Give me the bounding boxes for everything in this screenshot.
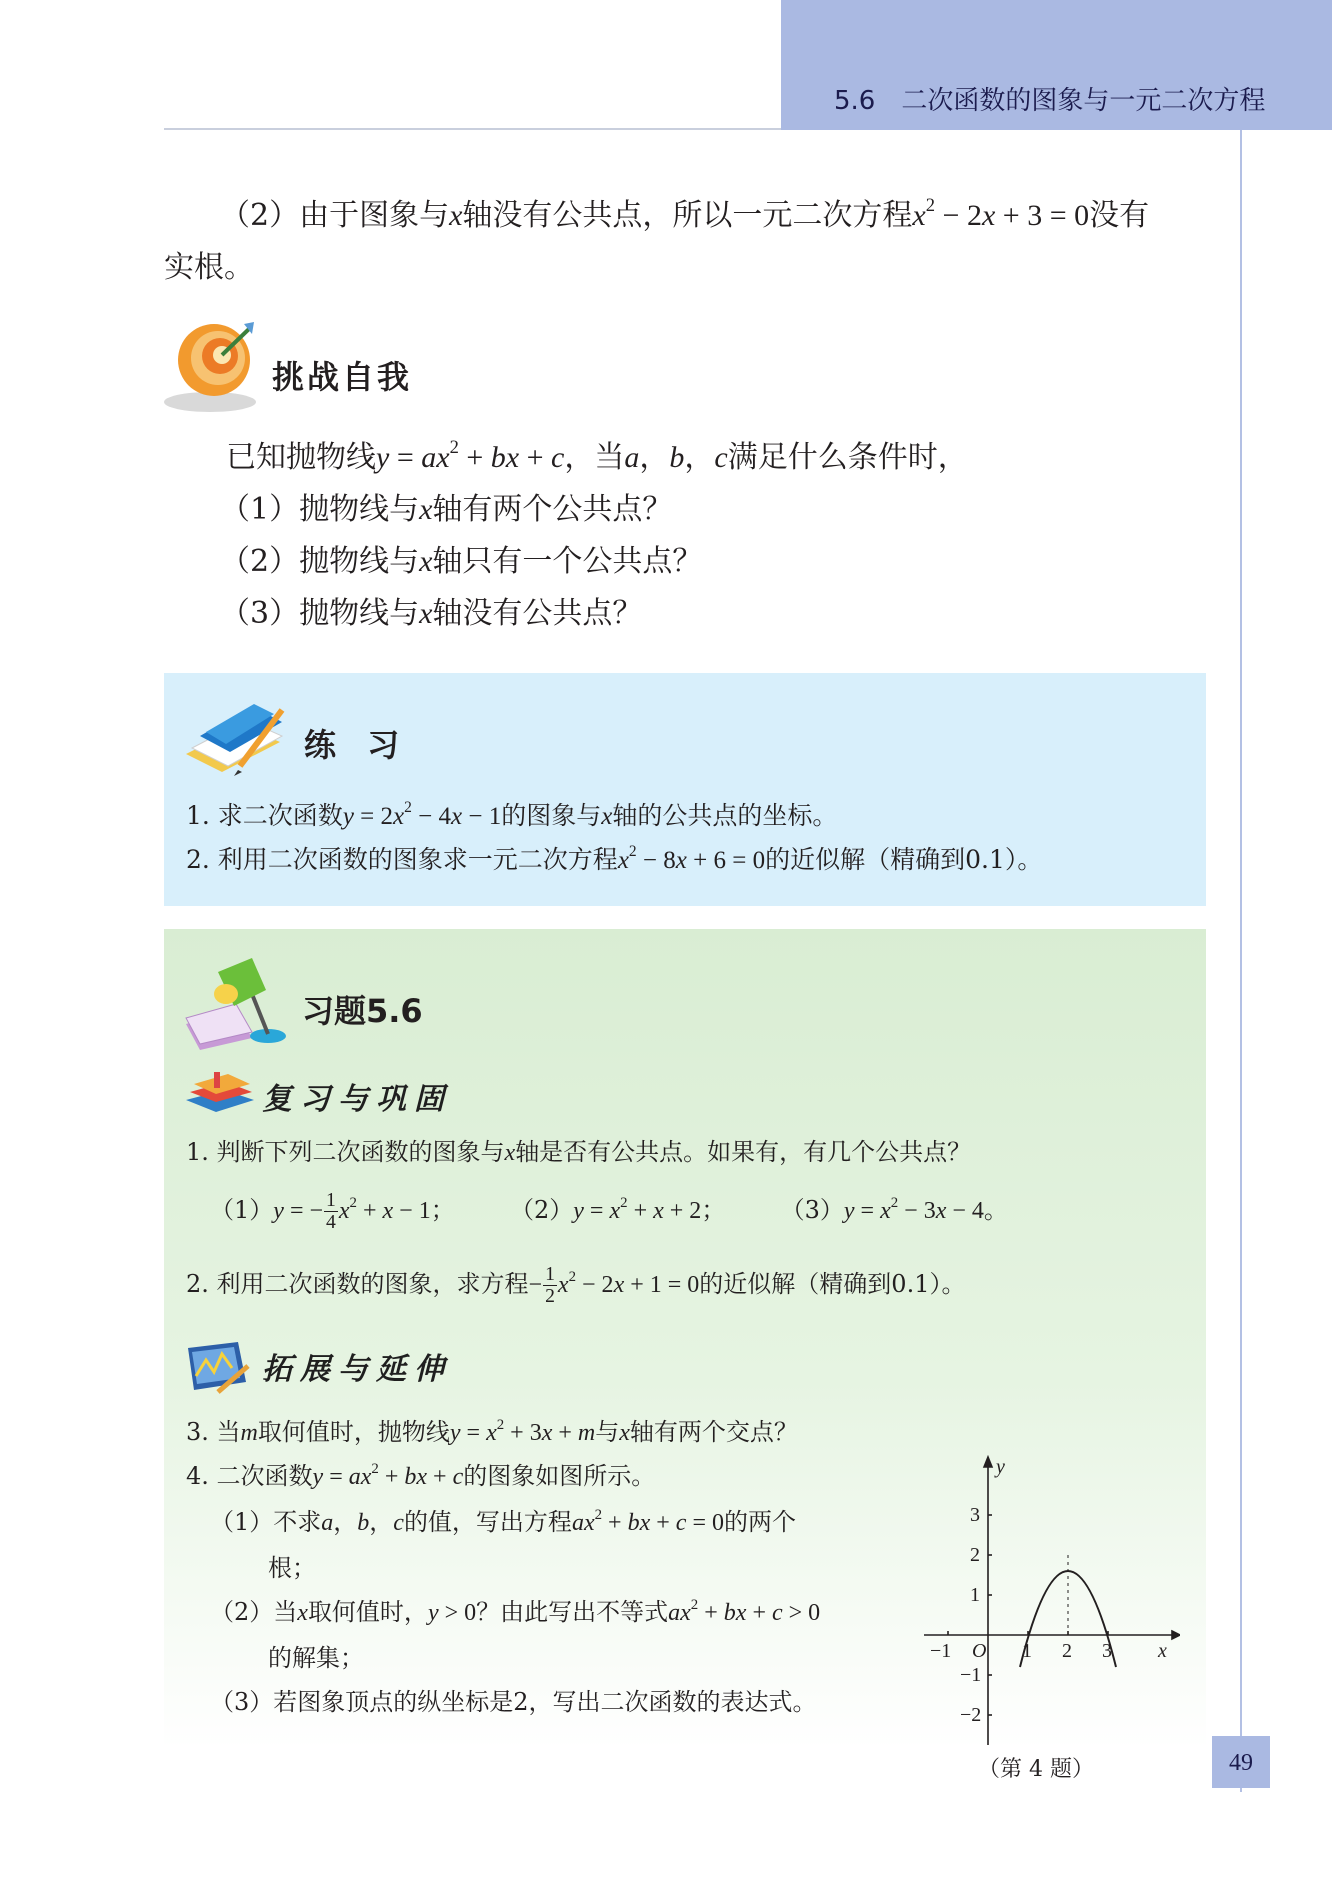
extend-heading: 拓展与延伸 (262, 1352, 452, 1387)
ex4-text-b: 的图象如图所示。 (463, 1462, 656, 1490)
exercise-4-part-3: （3）若图象顶点的纵坐标是2，写出二次函数的表达式。 (210, 1688, 817, 1716)
intro-text-c: 没有 (1089, 198, 1150, 233)
y-axis-label: y (996, 1456, 1005, 1478)
ex4-p2-text-b: 取何值时， (307, 1598, 428, 1626)
intro-line-1: （2）由于图象与x轴没有公共点，所以一元二次方程$x^2 - 2x + 3 = 0$没有 (220, 195, 1150, 233)
margin-rule (1240, 130, 1242, 1792)
q3-text-a: （3）抛物线与 (220, 596, 420, 631)
ex4-p2-text-c: 由此写出不等式 (500, 1598, 669, 1626)
ex1-text-a: 1. 判断下列二次函数的图象与 (186, 1138, 505, 1166)
ex4-p1-text-a: （1）不求 (210, 1508, 322, 1536)
ex1-part3-label: （3） (780, 1196, 844, 1224)
practice-1-text-c: 轴的公共点的坐标。 (612, 801, 838, 830)
exercise-1: 1. 判断下列二次函数的图象与x轴是否有公共点。如果有，有几个公共点？ (186, 1138, 972, 1166)
ex4-text-a: 4. 二次函数 (186, 1462, 313, 1490)
intro-text-a: （2）由于图象与 (220, 198, 450, 233)
y-axis-arrow (984, 1457, 992, 1467)
challenge-prompt: 已知抛物线$y = ax^2$ + bx + c，当a，b，c满足什么条件时， (226, 437, 968, 475)
ex2-text-b: 的近似解（精确到0.1）。 (699, 1270, 966, 1298)
x-tick-label-3: 3 (1102, 1640, 1112, 1662)
ex4-p1-text-b: 的值，写出方程 (403, 1508, 572, 1536)
q2-text-a: （2）抛物线与 (220, 544, 420, 579)
x-axis-arrow (1172, 1631, 1180, 1639)
challenge-heading: 挑战自我 (272, 358, 413, 396)
exercise-4: 4. 二次函数$y = ax^2$ + bx + c的图象如图所示。 (186, 1460, 656, 1490)
ex4-p1-text-c: 的两个 (723, 1508, 796, 1536)
challenge-text-b: ，当 (564, 440, 625, 475)
exercise-heading: 习题5.6 (302, 992, 423, 1030)
exercise-4-part-2: （2）当x取何值时，y > 0？由此写出不等式$ax^2$ + bx + c > 0 (210, 1596, 821, 1626)
intro-line-2: 实根。 (164, 250, 254, 285)
practice-2-text-a: 2. 利用二次函数的图象求一元二次方程 (186, 845, 618, 874)
notebook-pencil-icon (182, 696, 288, 778)
exercise-4-part-1: （1）不求a，b，c的值，写出方程$ax^2$ + bx + c = 0的两个 (210, 1506, 796, 1536)
exercise-1-parts: （1）y = − $\frac{1}{4}$ $x^2 + x - 1$； $(2)y = x^2 + x + 2$； $(3)y = x^2 - 3x - 4$。 (210, 1188, 1008, 1233)
challenge-q1: （1）抛物线与x轴有两个公共点？ (220, 492, 673, 527)
exercise-4-part-2-line-2: 的解集； (268, 1644, 364, 1672)
ex3-text-a: 3. 当 (186, 1418, 241, 1446)
figure-caption: （第 4 题） (978, 1757, 1094, 1782)
exercise-4-part-1-line-2: 根； (268, 1554, 316, 1582)
parabola-figure (920, 1455, 1180, 1745)
practice-item-2: 2. 利用二次函数的图象求一元二次方程$x^2 - 8x + 6 = 0$的近似解（精确到0.1）。 (186, 843, 1043, 874)
intro-text-b: 轴没有公共点，所以一元二次方程 (462, 198, 913, 233)
ex3-text-b: 取何值时，抛物线 (257, 1418, 450, 1446)
challenge-text-a: 已知抛物线 (226, 440, 376, 475)
y-tick-label-2: 2 (970, 1544, 980, 1566)
ex3-text-c: 与 (595, 1418, 620, 1446)
ex3-text-d: 轴有两个交点？ (629, 1418, 798, 1446)
y-tick-label-3: 3 (970, 1504, 980, 1526)
y-tick-label-neg1: −1 (960, 1664, 982, 1686)
practice-1-text-a: 1. 求二次函数 (186, 801, 343, 830)
x-tick-label-1: 1 (1022, 1640, 1032, 1662)
challenge-q2: （2）抛物线与x轴只有一个公共点？ (220, 544, 703, 579)
practice-1-text-b: 的图象与 (501, 801, 602, 830)
q1-text-b: 轴有两个公共点？ (432, 492, 673, 527)
ex1-part1-label: （1） (210, 1196, 274, 1224)
lamp-book-icon (182, 954, 286, 1050)
y-tick-label-neg2: −2 (960, 1704, 982, 1726)
q3-text-b: 轴没有公共点？ (432, 596, 643, 631)
page-number: 49 (1229, 1750, 1253, 1776)
ex4-p2-text-a: （2）当 (210, 1598, 298, 1626)
ex2-text-a: 2. 利用二次函数的图象，求方程 (186, 1270, 529, 1298)
practice-2-text-b: 的近似解（精确到0.1）。 (765, 845, 1043, 874)
x-tick-label-neg1: −1 (930, 1640, 952, 1662)
target-icon (162, 318, 260, 416)
origin-label: O (972, 1640, 987, 1662)
practice-item-1: 1. 求二次函数$y = 2x^2 - 4x - 1$的图象与x轴的公共点的坐标。 (186, 799, 838, 830)
review-heading: 复习与巩固 (262, 1082, 452, 1117)
challenge-q3: （3）抛物线与x轴没有公共点？ (220, 596, 643, 631)
x-axis-label: x (1158, 1640, 1167, 1662)
header-rule (164, 128, 781, 130)
books-icon (184, 1070, 256, 1118)
ex1-part2-label: （2） (509, 1196, 574, 1224)
section-title: 5.6 二次函数的图象与一元二次方程 (834, 86, 1266, 116)
y-tick-label-1: 1 (970, 1584, 980, 1606)
q1-text-a: （1）抛物线与 (220, 492, 420, 527)
ex1-text-b: 轴是否有公共点。如果有，有几个公共点？ (515, 1138, 972, 1166)
chart-pencil-icon (184, 1340, 254, 1396)
q2-text-b: 轴只有一个公共点？ (432, 544, 703, 579)
exercise-2: 2. 利用二次函数的图象，求方程− $\frac{1}{2}$ $x^2 - 2x + 1 = 0$的近似解（精确到0.1）。 (186, 1262, 966, 1307)
practice-heading: 练 习 (304, 726, 410, 764)
x-tick-label-2: 2 (1062, 1640, 1072, 1662)
exercise-3: 3. 当m取何值时，抛物线$y = x^2 + 3x + m$与x轴有两个交点？ (186, 1416, 798, 1446)
challenge-text-c: 满足什么条件时， (727, 440, 968, 475)
